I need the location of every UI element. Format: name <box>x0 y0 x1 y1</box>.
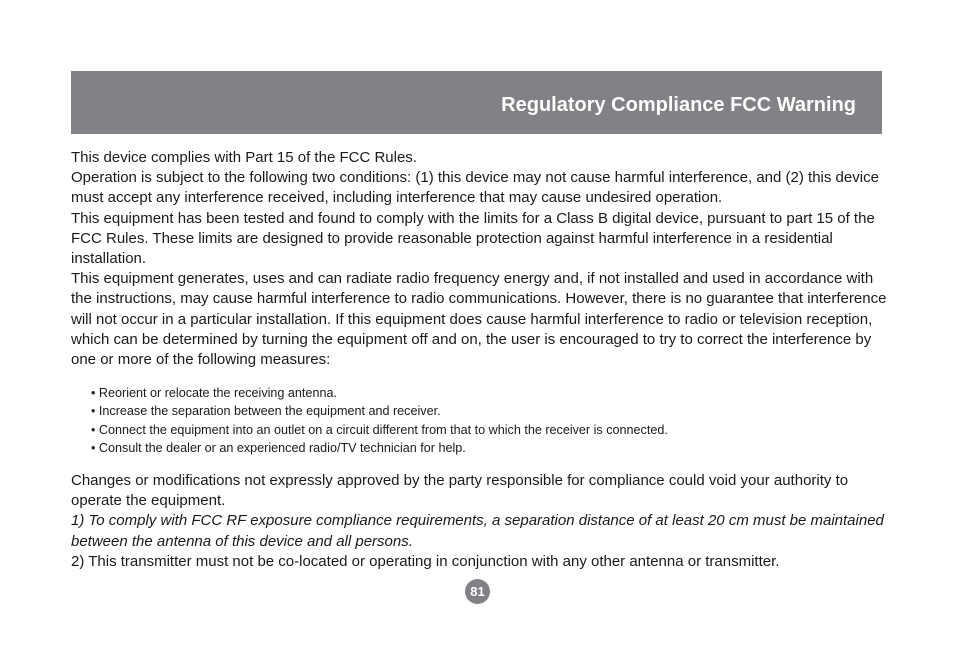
compliance-statement: This device complies with Part 15 of the FCC Rules. <box>71 149 417 166</box>
colocation-note: 2) This transmitter must not be co-located or operating in conjunction with any other antenna or transmitter. <box>71 552 780 570</box>
list-item: • Consult the dealer or an experienced radio/TV technician for help. <box>91 439 889 457</box>
rf-exposure-note: 1) To comply with FCC RF exposure compliance requirements, a separation distance of at least 20 cm must be maintained between the antenna of this device and all persons. <box>71 512 884 550</box>
header-bar <box>71 71 882 134</box>
measures-list <box>91 384 889 457</box>
document-body <box>71 148 889 572</box>
operation-conditions: Operation is subject to the following two conditions: (1) this device may not cause harmful interference, and (2) this device must accept any interference received, including interference that may cause undesired operation. <box>71 169 879 207</box>
page-title: Regulatory Compliance FCC Warning <box>501 94 856 116</box>
list-item: • Connect the equipment into an outlet on a circuit different from that to which the receiver is connected. <box>91 421 889 439</box>
list-item: • Reorient or relocate the receiving antenna. <box>91 384 889 402</box>
interference-statement: This equipment generates, uses and can radiate radio frequency energy and, if not installed and used in accordance with the instructions, may cause harmful interference to radio communications. However, there is no guarantee that interference will not occur in a particular installation. If this equipment does cause harmful interference to radio or television reception, which can be determined by turning the equipment off and on, the user is encouraged to try to correct the interference by one or more of the following measures: <box>71 270 887 369</box>
changes-warning: Changes or modifications not expressly approved by the party responsible for compliance could void your authority to operate the equipment. <box>71 472 849 510</box>
class-b-statement: This equipment has been tested and found to comply with the limits for a Class B digital device, pursuant to part 15 of the FCC Rules. These limits are designed to provide reasonable protection against harmful interference in a residential installation. <box>71 209 875 268</box>
list-item: • Increase the separation between the equipment and receiver. <box>91 402 889 420</box>
page-number-badge: 81 <box>465 579 490 604</box>
